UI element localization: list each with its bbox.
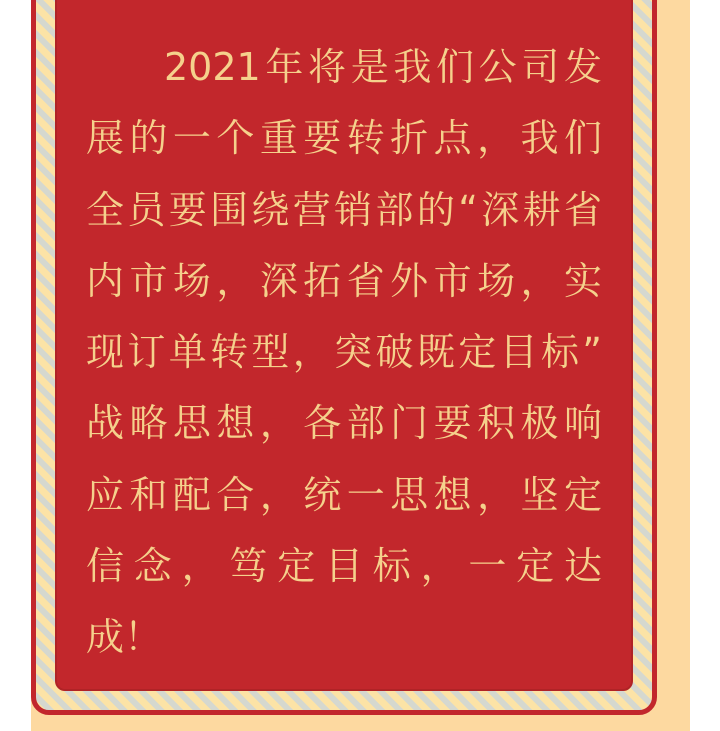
poster-column <box>31 0 690 731</box>
paragraph-line-8: 信念，笃定目标，一定达 <box>86 544 602 589</box>
red-panel-body <box>55 0 633 691</box>
paragraph-line-7: 应和配合，统一思想，坚定 <box>86 472 602 517</box>
red-panel-frame <box>31 0 657 715</box>
announcement-paragraph <box>86 0 602 674</box>
paragraph-line-5: 现订单转型，突破既定目标” <box>86 330 602 375</box>
paragraph-line-1: 2021年将是我们公司发 <box>164 45 602 89</box>
paragraph-line-2: 展的一个重要转折点，我们 <box>86 116 602 161</box>
paragraph-line-3: 全员要围绕营销部的“深耕省 <box>86 187 602 232</box>
paragraph-line-6: 战略思想，各部门要积极响 <box>86 401 602 446</box>
paragraph-line-9: 成！ <box>86 615 163 660</box>
paragraph-line-4: 内市场，深拓省外市场，实 <box>86 258 602 303</box>
